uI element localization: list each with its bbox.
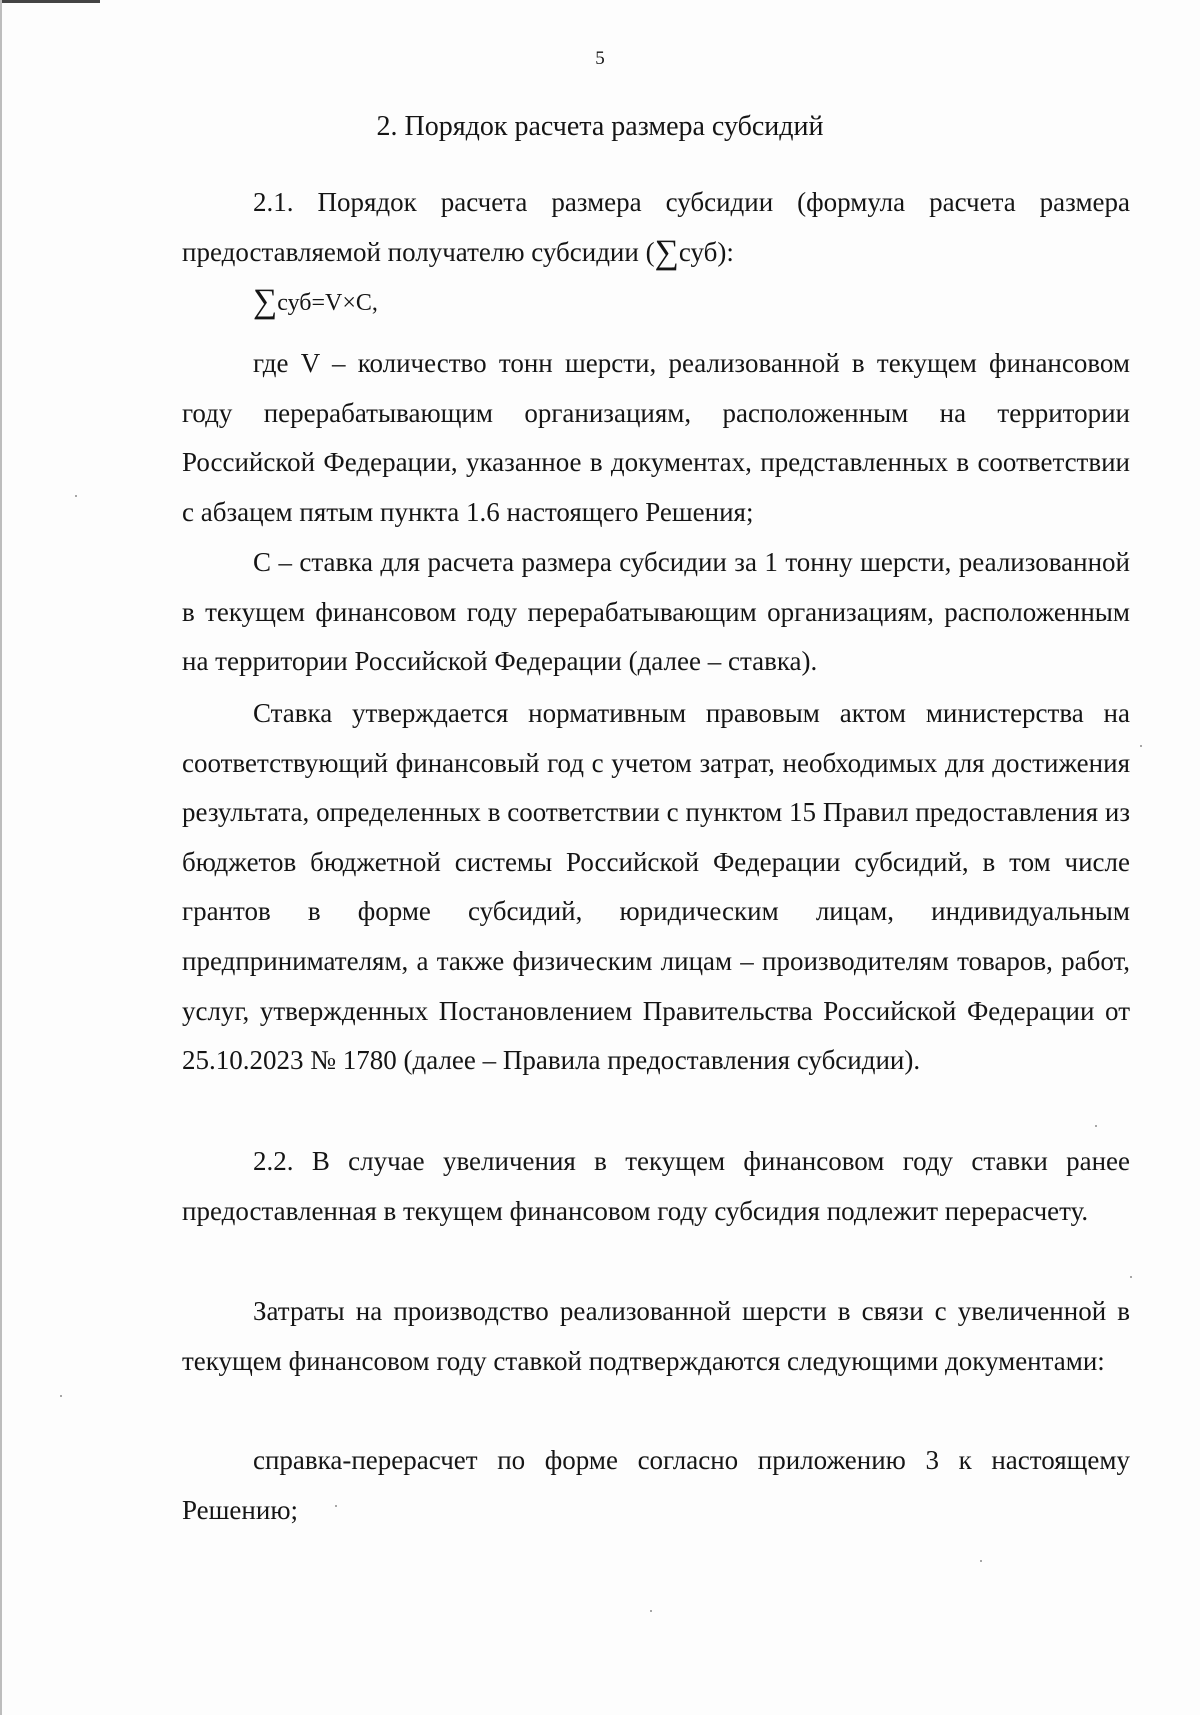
paragraph-2-1-text: 2.1. Порядок расчета размера субсидии (формула расчета размера предоставляемой получателю субсидии ( <box>182 187 1130 267</box>
scan-speck <box>1095 1125 1097 1127</box>
paragraph-rate-approval: Ставка утверждается нормативным правовым актом министерства на соответствующий финансовый год с учетом затрат, необходимых для достижения результата, определенных в соответствии с пунктом 15 Правил предоставления из бюджетов бюджетной системы Российской Федерации субсидий, в том числе грантов в форме субсидий, юридическим лицам, индивидуальным предпринимателям, а также физическим лицам – производителям товаров, работ, услуг, утвержденных Постановлением Правительства Российской Федерации от 25.10.2023 № 1780 (далее – Правила предоставления субсидии). <box>182 698 1130 1076</box>
scan-speck <box>1130 1276 1132 1278</box>
scan-speck <box>75 495 77 497</box>
formula-text: суб=V×C, <box>277 290 378 316</box>
page-number: 5 <box>595 48 605 69</box>
scan-speck <box>335 1505 337 1507</box>
paragraph-volume-definition: где V – количество тонн шерсти, реализованной в текущем финансовом году перерабатывающим организациям, расположенным на территории Российской Федерации, указанное в документах, представленных в соответствии с абзацем пятым пункта 1.6 настоящего Решения; <box>182 348 1130 527</box>
scan-speck <box>650 1610 652 1612</box>
sum-symbol: ∑ <box>654 233 679 271</box>
subsidy-formula <box>253 283 378 320</box>
paragraph-2-2: 2.2. В случае увеличения в текущем финансовом году ставки ранее предоставленная в текущем финансовом году субсидия подлежит перерасчету. <box>182 1146 1130 1226</box>
paragraph-rate-definition: С – ставка для расчета размера субсидии за 1 тонну шерсти, реализованной в текущем финансовом году перерабатывающим организациям, расположенным на территории Российской Федерации (далее – ставка). <box>182 547 1130 677</box>
paragraph-costs: Затраты на производство реализованной шерсти в связи с увеличенной в текущем финансовом году ставкой подтверждаются следующими документами: <box>182 1296 1130 1376</box>
paragraph-2-1-tail: суб): <box>678 236 734 267</box>
scan-speck <box>60 1395 62 1397</box>
section-heading: 2. Порядок расчета размера субсидий <box>376 111 824 142</box>
formula-sum-symbol: ∑ <box>253 283 278 320</box>
scan-speck <box>980 1560 982 1562</box>
scan-speck <box>1140 745 1142 747</box>
paragraph-certificate: справка-перерасчет по форме согласно приложению 3 к настоящему Решению; <box>182 1445 1130 1525</box>
paragraph-2-1 <box>182 178 1130 277</box>
scan-left-edge <box>0 0 2 1715</box>
scan-corner-mark <box>0 0 100 3</box>
